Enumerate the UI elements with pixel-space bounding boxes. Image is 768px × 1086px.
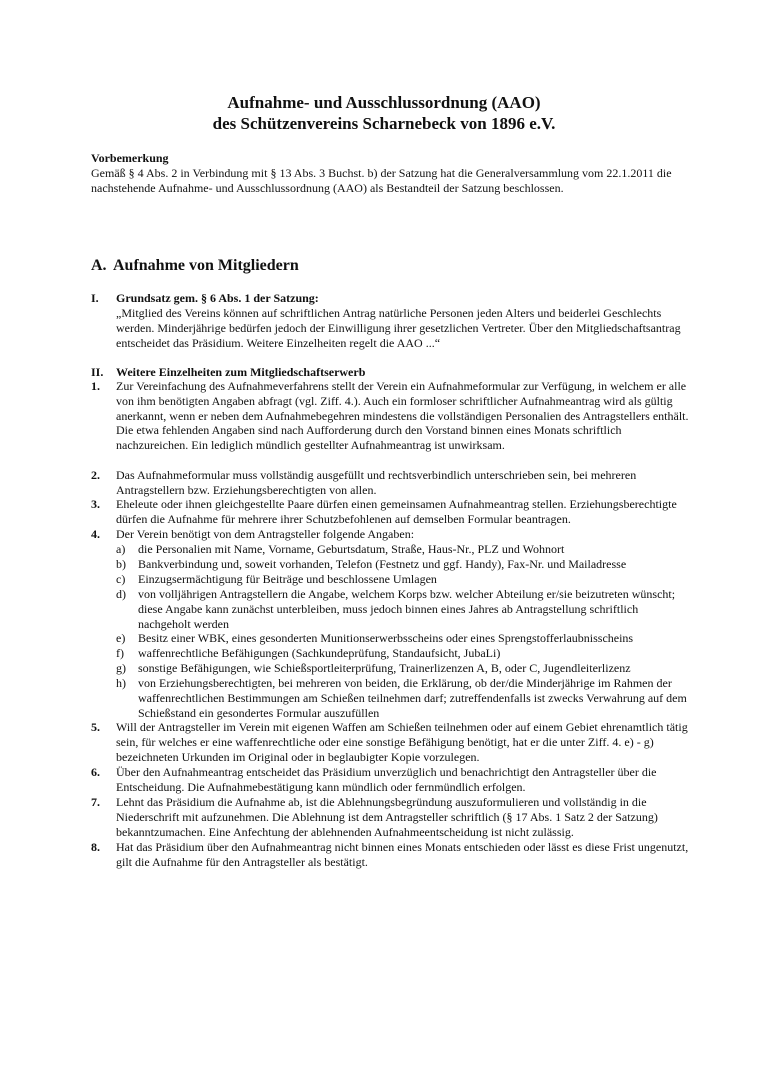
sub-list-item-text: waffenrechtliche Befähigungen (Sachkundeprüfung, Standaufsicht, JubaLi) — [138, 646, 501, 660]
sub-list-item-letter: d) — [116, 587, 126, 601]
sub-list-item-letter: e) — [116, 631, 126, 645]
list-item — [91, 379, 691, 453]
sub-list-item-text: Besitz einer WBK, eines gesonderten Munitionserwerbsscheins oder eines Sprengstofferlaubnisscheins — [138, 631, 634, 645]
sub-list-item-letter: a) — [116, 542, 126, 556]
list-item-text: Der Verein benötigt von dem Antragsteller folgende Angaben: — [116, 527, 415, 541]
list-item — [91, 468, 691, 498]
section-a-heading — [91, 256, 299, 276]
list-item-number: 6. — [91, 765, 100, 779]
section-a-title: Aufnahme von Mitgliedern — [113, 257, 299, 274]
list-item-number: 4. — [91, 527, 100, 541]
sub-list-item-letter: f) — [116, 646, 124, 660]
sub-list-item-text: von Erziehungsberechtigten, bei mehreren von beiden, die Erklärung, ob der/die Minderjährige im Rahmen der waffenrechtlichen Bestimmungen am Schießen teilnehmen darf; zutreffendenfalls ist zwecks Verwahrung auf dem Schießstand ein gesondertes Formular auszufüllen — [138, 676, 687, 720]
list-item — [91, 497, 691, 527]
sub-list-item — [116, 557, 691, 572]
section-i-title: Grundsatz gem. § 6 Abs. 1 der Satzung: — [116, 291, 319, 305]
section-i-heading — [91, 291, 319, 306]
sub-list-item-letter: h) — [116, 676, 126, 690]
list-item-number: 5. — [91, 720, 100, 734]
list-item — [91, 527, 691, 542]
section-ii-heading — [91, 365, 365, 380]
sub-list-item — [116, 542, 691, 557]
sub-list-item-text: Bankverbindung und, soweit vorhanden, Telefon (Festnetz und ggf. Handy), Fax-Nr. und Mailadresse — [138, 557, 627, 571]
list-item-text: Hat das Präsidium über den Aufnahmeantrag nicht binnen eines Monats entschieden oder lässt es diese Frist ungenutzt, gilt die Aufnahme für den Antragsteller als bestätigt. — [116, 840, 689, 869]
section-ii-title: Weitere Einzelheiten zum Mitgliedschaftserwerb — [116, 365, 366, 379]
sub-list-item-text: die Personalien mit Name, Vorname, Geburtsdatum, Straße, Haus-Nr., PLZ und Wohnort — [138, 542, 565, 556]
list-item-number: 1. — [91, 379, 100, 393]
list-item-number: 2. — [91, 468, 100, 482]
list-item-number: 8. — [91, 840, 100, 854]
sub-list-item — [116, 646, 691, 661]
section-ii-number: II. — [91, 365, 104, 379]
list-item-text: Eheleute oder ihnen gleichgestellte Paare dürfen einen gemeinsamen Aufnahmeantrag stellen. Erziehungsberechtigte dürfen die Aufnahme für mehrere ihrer Schutzbefohlenen auf demselben Formular beantragen. — [116, 497, 677, 526]
section-a-number: A. — [91, 257, 107, 274]
list-item-text: Das Aufnahmeformular muss vollständig ausgefüllt und rechtsverbindlich unterschrieben sein, bei mehreren Antragstellern bzw. Erziehungsberechtigten von allen. — [116, 468, 637, 497]
list-item-text: Will der Antragsteller im Verein mit eigenen Waffen am Schießen teilnehmen oder auf einem Gebiet ehrenamtlich tätig sein, für welches er eine waffenrechtliche oder eine sonstige Befähigung benötigt, hat er die unter Ziff. 4. e) - g) bezeichneten Urkunden im Original oder in beglaubigter Kopie vorzulegen. — [116, 720, 688, 764]
list-item-number: 3. — [91, 497, 100, 511]
list-item-text: Über den Aufnahmeantrag entscheidet das Präsidium unverzüglich und benachrichtigt den Antragsteller über die Entscheidung. Die Aufnahmebestätigung kann mündlich oder fernmündlich erfolgen. — [116, 765, 657, 794]
vorbemerkung-text: Gemäß § 4 Abs. 2 in Verbindung mit § 13 Abs. 3 Buchst. b) der Satzung hat die Generalversammlung vom 22.1.2011 die nachstehende Aufnahme- und Ausschlussordnung (AAO) als Bestandteil der Satzung beschlossen. — [91, 166, 672, 195]
list-item — [91, 720, 691, 764]
list-item — [91, 795, 691, 839]
sub-list-item — [116, 676, 691, 720]
sub-list-item-letter: c) — [116, 572, 126, 586]
section-i-number: I. — [91, 291, 99, 305]
document-title-line1: Aufnahme- und Ausschlussordnung (AAO) — [227, 93, 541, 112]
sub-list-item-letter: b) — [116, 557, 126, 571]
sub-list-item-letter: g) — [116, 661, 126, 675]
list-item — [91, 765, 691, 795]
list-item-text: Lehnt das Präsidium die Aufnahme ab, ist die Ablehnungsbegründung auszuformulieren und vollständig in die Niederschrift mit aufzunehmen. Die Ablehnung ist dem Antragsteller schriftlich (§ 17 Abs. 1 Satz 2 der Satzung) bekanntzumachen. Eine Anfechtung der ablehnenden Aufnahmeentscheidung ist nicht zulässig. — [116, 795, 658, 839]
list-item-text: Zur Vereinfachung des Aufnahmeverfahrens stellt der Verein ein Aufnahmeformular zur Verfügung, in welchem er alle von ihm benötigten Angaben abfragt (vgl. Ziff. 4.). Auch ein formloser schriftlicher Aufnahmeantrag wird als gültig anerkannt, wenn er neben dem Aufnahmebegehren mindestens die vollständigen Personalien des Antragstellers enthält. Die etwa fehlenden Angaben sind nach Aufforderung durch den Vorstand binnen eines Monats schriftlich nachzureichen. Ein lediglich mündlich gestellter Aufnahmeantrag ist unwirksam. — [116, 379, 689, 453]
vorbemerkung-heading: Vorbemerkung — [91, 151, 169, 165]
sub-list-item-text: Einzugsermächtigung für Beiträge und beschlossene Umlagen — [138, 572, 437, 586]
sub-list-item — [116, 587, 691, 631]
document-title-line2: des Schützenvereins Scharnebeck von 1896 e.V. — [212, 114, 556, 133]
sub-list-item — [116, 661, 691, 676]
sub-list-item-text: von volljährigen Antragstellern die Angabe, welchem Korps bzw. welcher Abteilung er/sie beizutreten wünscht; diese Angabe kann zunächst unterbleiben, muss jedoch binnen eines Jahres ab Antragstellung schriftlich nachgeholt werden — [138, 587, 676, 631]
list-item-number: 7. — [91, 795, 100, 809]
sub-list-item — [116, 572, 691, 587]
sub-list-item — [116, 631, 691, 646]
sub-list-item-text: sonstige Befähigungen, wie Schießsportleiterprüfung, Trainerlizenzen A, B, oder C, Jugendleiterlizenz — [138, 661, 631, 675]
list-item — [91, 840, 691, 870]
section-i-quote: „Mitglied des Vereins können auf schriftlichen Antrag natürliche Personen jeden Alters und beiderlei Geschlechts werden. Minderjährige bedürfen jedoch der Einwilligung ihrer gesetzlichen Vertreter. Über den Mitgliedschaftsantrag entscheidet das Präsidium. Weitere Einzelheiten regelt die AAO ...“ — [116, 306, 681, 350]
